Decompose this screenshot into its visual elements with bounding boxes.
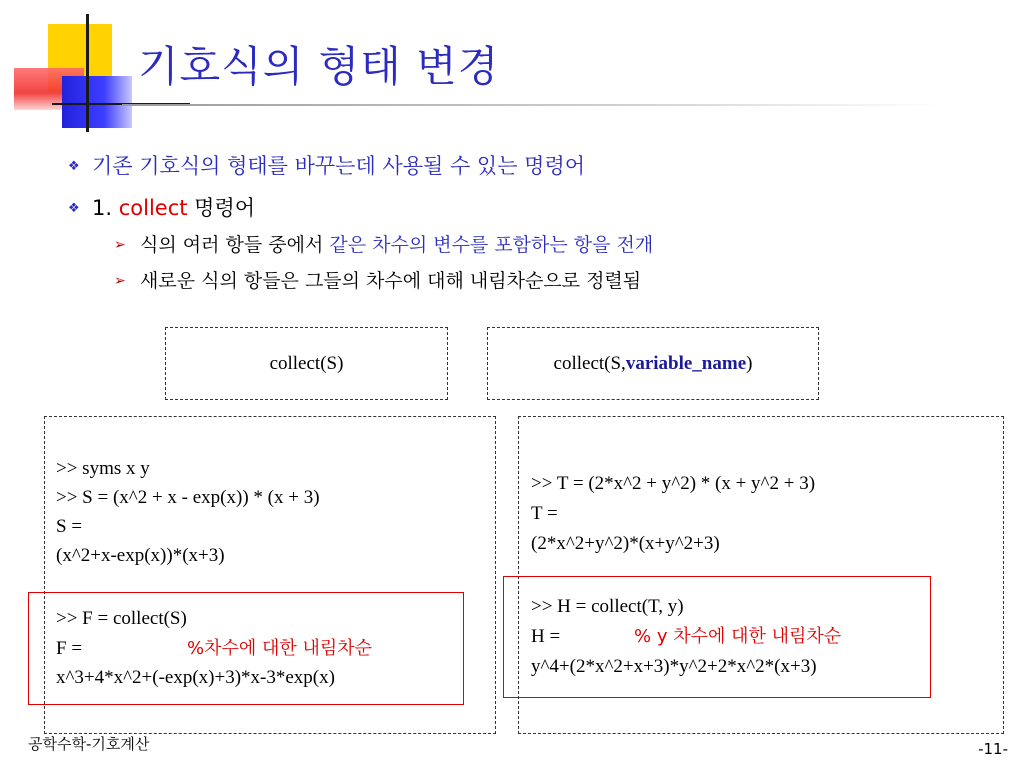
diamond-bullet-icon: ❖ [68, 201, 80, 216]
sub-bullet-text: 새로운 식의 항들은 그들의 차수에 대해 내림차순으로 정렬됨 [140, 270, 642, 292]
code-line: >> T = (2*x^2 + y^2) * (x + y^2 + 3) [531, 473, 816, 494]
collect-command: >> F = collect(S) [56, 608, 187, 629]
syntax-text: collect(S) [269, 352, 344, 374]
result-label [56, 634, 372, 663]
code-line: (x^2+x-exp(x))*(x+3) [56, 545, 225, 566]
result-comment: % y 차수에 대한 내림차순 [634, 626, 842, 647]
syntax-box-2 [487, 327, 819, 400]
code-line: T = [531, 503, 558, 524]
title-underline [122, 104, 942, 106]
logo-vertical-line [86, 14, 89, 132]
diamond-bullet-icon: ❖ [68, 159, 80, 174]
syntax-box-1 [165, 327, 448, 400]
bullet-item-2 [68, 192, 255, 222]
slide-title: 기호식의 형태 변경 [138, 42, 500, 91]
bullet-prefix: 1. [92, 196, 119, 220]
code-line: >> S = (x^2 + x - exp(x)) * (x + 3) [56, 487, 320, 508]
bullet-item-1 [68, 150, 585, 180]
result-label-text: H = [531, 626, 561, 647]
sub-bullet-highlight: 같은 차수의 변수를 포함하는 항을 전개 [329, 234, 654, 256]
result-value: y^4+(2*x^2+x+3)*y^2+2*x^2*(x+3) [531, 656, 817, 677]
bullet-text: 기존 기호식의 형태를 바꾸는데 사용될 수 있는 명령어 [92, 154, 586, 178]
result-value: x^3+4*x^2+(-exp(x)+3)*x-3*exp(x) [56, 667, 335, 688]
syntax-variable-name: variable_name [625, 352, 747, 374]
logo-blue-block [62, 76, 132, 128]
sub-bullet-2 [114, 266, 641, 293]
result-comment: %차수에 대한 내림차순 [187, 638, 373, 659]
code-line: S = [56, 516, 83, 537]
syntax-prefix: collect(S, [553, 352, 626, 374]
collect-command: >> H = collect(T, y) [531, 596, 684, 617]
bullet-suffix: 명령어 [187, 196, 256, 220]
syntax-suffix: ) [746, 352, 753, 374]
result-label-text: F = [56, 638, 83, 659]
sub-bullet-1 [114, 230, 653, 257]
arrow-bullet-icon: ➢ [114, 237, 126, 253]
page-number: -11- [978, 740, 1008, 758]
collect-keyword: collect [118, 196, 188, 220]
result-label [531, 622, 841, 651]
code-line: (2*x^2+y^2)*(x+y^2+3) [531, 533, 720, 554]
footer-course-name: 공학수학-기호계산 [28, 735, 150, 753]
sub-bullet-text: 식의 여러 항들 중에서 [140, 234, 330, 256]
code-line: >> syms x y [56, 458, 150, 479]
arrow-bullet-icon: ➢ [114, 273, 126, 289]
